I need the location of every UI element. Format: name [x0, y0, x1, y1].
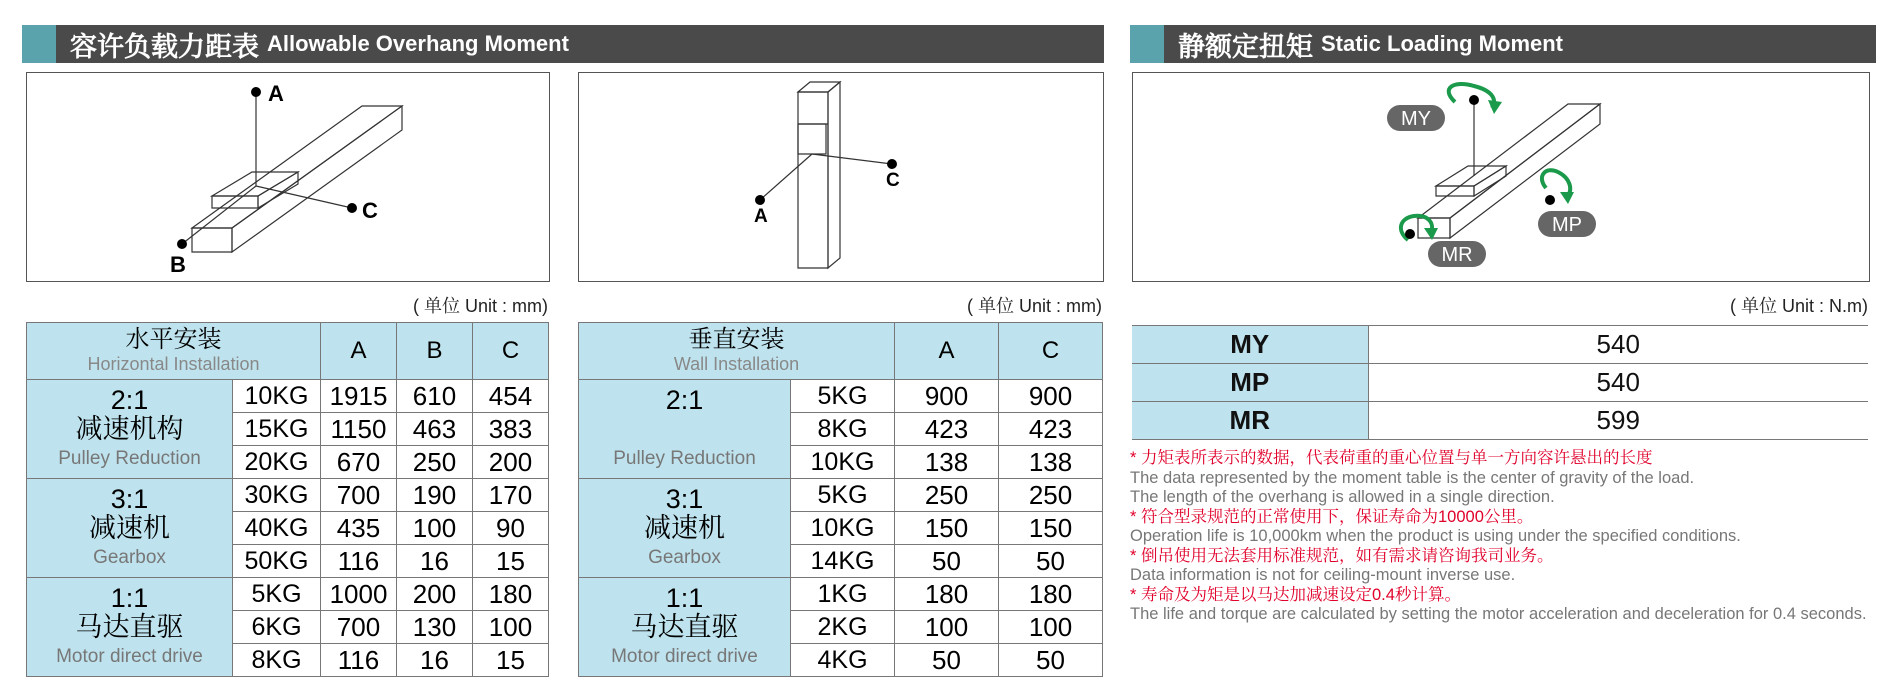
- value-a: 250: [895, 479, 999, 512]
- value-c: 50: [999, 545, 1103, 578]
- mp-point-marker: [1545, 195, 1555, 205]
- value-c: 423: [999, 413, 1103, 446]
- value-a: 423: [895, 413, 999, 446]
- horizontal-rail-drawing: [182, 92, 402, 252]
- value-a: 50: [895, 545, 999, 578]
- notes-block: [1130, 449, 1870, 625]
- value-b: 130: [397, 611, 473, 644]
- table-row: [1132, 402, 1868, 440]
- value-c: 170: [473, 479, 549, 512]
- installation-header: 垂直安装 Wall Installation: [579, 323, 895, 380]
- table-row: [1132, 364, 1868, 402]
- moment-label: MP: [1132, 364, 1368, 402]
- label-a: A: [268, 81, 284, 106]
- value-b: 100: [397, 512, 473, 545]
- note-en: Operation life is 10,000km when the product is using under the specified conditions.: [1130, 527, 1741, 545]
- value-a: 1915: [321, 380, 397, 413]
- group-cell: 3:1 减速机 Gearbox: [579, 479, 791, 578]
- col-b-header: B: [397, 323, 473, 380]
- vertical-label-a: A: [754, 206, 768, 227]
- label-b: B: [170, 252, 186, 277]
- label-c: C: [362, 198, 378, 223]
- table-header-row: [579, 323, 1103, 380]
- value-c: 15: [473, 644, 549, 677]
- note-en: Data information is not for ceiling-mount inverse use.: [1130, 566, 1516, 584]
- table-row: [27, 578, 549, 611]
- load-cell: 10KG: [791, 512, 895, 545]
- vertical-point-c-marker: [887, 159, 897, 169]
- value-c: 250: [999, 479, 1103, 512]
- moment-value: 599: [1368, 402, 1868, 440]
- my-label: MY: [1401, 108, 1431, 130]
- load-cell: 20KG: [233, 446, 321, 479]
- mr-label: MR: [1441, 244, 1473, 266]
- load-cell: 50KG: [233, 545, 321, 578]
- value-a: 700: [321, 611, 397, 644]
- note-zh: * 力矩表所表示的数据，代表荷重的重心位置与单一方向容许悬出的长度: [1130, 449, 1653, 467]
- load-cell: 5KG: [791, 380, 895, 413]
- vertical-rail-drawing: [760, 82, 892, 268]
- moment-label: MY: [1132, 326, 1368, 364]
- point-b-marker: [177, 239, 187, 249]
- value-c: 454: [473, 380, 549, 413]
- load-cell: 4KG: [791, 644, 895, 677]
- col-a-header: A: [321, 323, 397, 380]
- mp-label: MP: [1552, 214, 1582, 236]
- unit-label-moment: ( 单位 Unit : N.m): [1730, 296, 1868, 316]
- value-c: 383: [473, 413, 549, 446]
- load-cell: 1KG: [791, 578, 895, 611]
- value-c: 200: [473, 446, 549, 479]
- group-cell: 1:1 马达直驱 Motor direct drive: [27, 578, 233, 677]
- value-c: 900: [999, 380, 1103, 413]
- value-a: 435: [321, 512, 397, 545]
- table-header-row: [27, 323, 549, 380]
- value-a: 700: [321, 479, 397, 512]
- load-cell: 14KG: [791, 545, 895, 578]
- load-cell: 15KG: [233, 413, 321, 446]
- load-cell: 10KG: [791, 446, 895, 479]
- horizontal-installation-table: [26, 322, 549, 677]
- value-b: 16: [397, 545, 473, 578]
- col-c-header: C: [999, 323, 1103, 380]
- value-a: 50: [895, 644, 999, 677]
- section-title-zh: 静额定扭矩: [1178, 31, 1313, 62]
- value-a: 100: [895, 611, 999, 644]
- col-c-header: C: [473, 323, 549, 380]
- value-b: 463: [397, 413, 473, 446]
- note-en: The life and torque are calculated by setting the motor acceleration and deceleration for 0.4 seconds.: [1130, 605, 1867, 623]
- point-c-marker: [347, 203, 357, 213]
- section-title-en: Allowable Overhang Moment: [267, 31, 569, 56]
- value-b: 250: [397, 446, 473, 479]
- value-c: 50: [999, 644, 1103, 677]
- value-a: 1150: [321, 413, 397, 446]
- value-c: 90: [473, 512, 549, 545]
- moment-value: 540: [1368, 326, 1868, 364]
- value-a: 180: [895, 578, 999, 611]
- my-point-marker: [1469, 95, 1479, 105]
- load-cell: 10KG: [233, 380, 321, 413]
- moment-value: 540: [1368, 364, 1868, 402]
- group-cell: 2:1 减速机构 Pulley Reduction: [27, 380, 233, 479]
- value-b: 16: [397, 644, 473, 677]
- load-cell: 8KG: [791, 413, 895, 446]
- load-cell: 6KG: [233, 611, 321, 644]
- value-b: 190: [397, 479, 473, 512]
- table-row: [27, 479, 549, 512]
- section-title-zh: 容许负载力距表: [70, 31, 259, 62]
- load-cell: 5KG: [791, 479, 895, 512]
- col-a-header: A: [895, 323, 999, 380]
- note-en: The length of the overhang is allowed in a single direction.: [1130, 488, 1555, 506]
- vertical-label-c: C: [886, 170, 900, 191]
- installation-header: 水平安装 Horizontal Installation: [27, 323, 321, 380]
- value-a: 116: [321, 644, 397, 677]
- load-cell: 5KG: [233, 578, 321, 611]
- note-en: The data represented by the moment table is the center of gravity of the load.: [1130, 468, 1695, 487]
- static-moment-table: [1132, 325, 1868, 440]
- table-row: [579, 479, 1103, 512]
- value-a: 138: [895, 446, 999, 479]
- value-c: 100: [999, 611, 1103, 644]
- value-b: 610: [397, 380, 473, 413]
- group-cell: 2:1 Pulley Reduction: [579, 380, 791, 479]
- value-a: 900: [895, 380, 999, 413]
- value-a: 150: [895, 512, 999, 545]
- table-row: [27, 380, 549, 413]
- table-row: [579, 380, 1103, 413]
- group-cell: 3:1 减速机 Gearbox: [27, 479, 233, 578]
- value-a: 670: [321, 446, 397, 479]
- value-c: 138: [999, 446, 1103, 479]
- load-cell: 40KG: [233, 512, 321, 545]
- mr-point-marker: [1405, 229, 1415, 239]
- note-zh: * 寿命及为矩是以马达加减速设定0.4秒计算。: [1130, 585, 1461, 604]
- unit-label-horizontal: ( 单位 Unit : mm): [413, 296, 548, 316]
- value-a: 116: [321, 545, 397, 578]
- moment-label: MR: [1132, 402, 1368, 440]
- value-c: 180: [473, 578, 549, 611]
- note-zh: * 倒吊使用无法套用标准规范，如有需求请咨询我司业务。: [1130, 546, 1554, 565]
- load-cell: 2KG: [791, 611, 895, 644]
- value-b: 200: [397, 578, 473, 611]
- vertical-point-a-marker: [755, 195, 765, 205]
- value-c: 150: [999, 512, 1103, 545]
- value-a: 1000: [321, 578, 397, 611]
- point-a-marker: [251, 87, 261, 97]
- group-cell: 1:1 马达直驱 Motor direct drive: [579, 578, 791, 677]
- section-title-en: Static Loading Moment: [1321, 31, 1563, 56]
- note-zh: * 符合型录规范的正常使用下，保证寿命为10000公里。: [1130, 507, 1534, 526]
- load-cell: 30KG: [233, 479, 321, 512]
- value-c: 15: [473, 545, 549, 578]
- unit-label-vertical: ( 单位 Unit : mm): [967, 296, 1102, 316]
- table-row: [579, 578, 1103, 611]
- wall-installation-table: [578, 322, 1103, 677]
- value-c: 100: [473, 611, 549, 644]
- table-row: [1132, 326, 1868, 364]
- value-c: 180: [999, 578, 1103, 611]
- load-cell: 8KG: [233, 644, 321, 677]
